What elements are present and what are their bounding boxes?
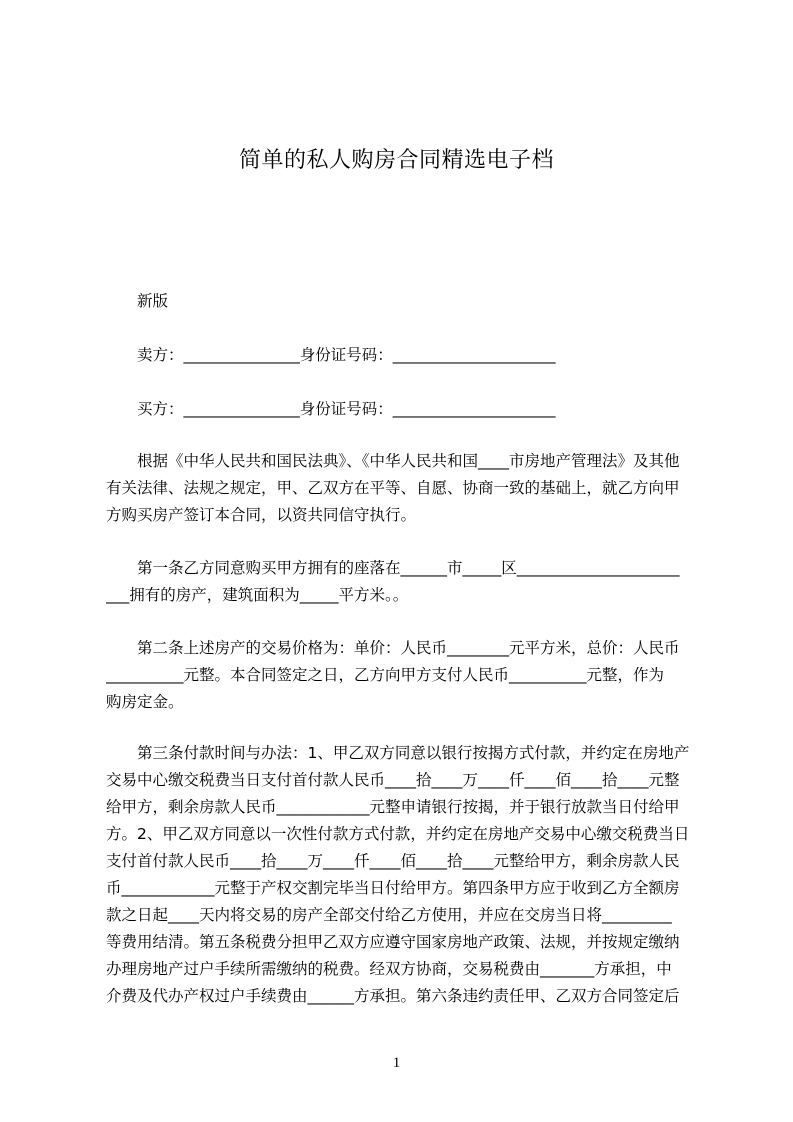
paragraph-line: 方购买房产签订本合同，以资共同信守执行。 — [106, 506, 417, 524]
paragraph-line: __________元整。本合同签定之日，乙方向甲方支付人民币__________元整，作为 — [106, 666, 665, 684]
seller-line: 卖方：_______________身份证号码：_____________________ — [137, 346, 556, 364]
paragraph-line: 有关法律、法规之规定，甲、乙双方在平等、自愿、协商一致的基础上，就乙方向甲 — [106, 479, 680, 497]
paragraph-line: 等费用结清。第五条税费分担甲乙双方应遵守国家房地产政策、法规，并按规定缴纳 — [106, 933, 680, 951]
paragraph-line: 给甲方，剩余房款人民币____________元整申请银行按揭，并于银行放款当日付给甲 — [106, 798, 680, 816]
document-title: 简单的私人购房合同精选电子档 — [238, 148, 554, 173]
paragraph-line: 交易中心缴交税费当日支付首付款人民币____拾____万____仟____佰____拾____元整 — [106, 771, 680, 789]
paragraph-line: 款之日起____天内将交易的房产全部交付给乙方使用，并应在交房当日将_________ — [106, 906, 672, 924]
paragraph-line: 介费及代办产权过户手续费由______方承担。第六条违约责任甲、乙双方合同签定后 — [106, 987, 680, 1005]
paragraph-line: 第一条乙方同意购买甲方拥有的座落在______市_____区_____________________ — [137, 559, 680, 577]
paragraph-line: 币____________元整于产权交割完毕当日付给甲方。第四条甲方应于收到乙方全额房 — [106, 879, 680, 897]
paragraph-line: 第三条付款时间与办法：1、甲乙双方同意以银行按揭方式付款，并约定在房地产 — [137, 744, 690, 762]
version-label: 新版 — [137, 292, 169, 310]
paragraph-line: 办理房地产过户手续所需缴纳的税费。经双方协商，交易税费由_______方承担，中 — [106, 960, 672, 978]
paragraph-line: 支付首付款人民币____拾____万____仟____佰____拾____元整给甲方，剩余房款人民 — [106, 852, 680, 870]
paragraph-line: 购房定金。 — [106, 693, 184, 711]
buyer-line: 买方：_______________身份证号码：_____________________ — [137, 400, 556, 418]
paragraph-line: 根据《中华人民共和国民法典》、《中华人民共和国____市房地产管理法》及其他 — [137, 452, 680, 470]
paragraph-line: 方。2、甲乙双方同意以一次性付款方式付款，并约定在房地产交易中心缴交税费当日 — [106, 825, 690, 843]
page-number: 1 — [392, 1055, 401, 1071]
paragraph-line: 第二条上述房产的交易价格为：单价：人民币________元平方米，总价：人民币 — [137, 639, 680, 657]
paragraph-line: ___拥有的房产，建筑面积为_____平方米。。 — [106, 586, 409, 604]
